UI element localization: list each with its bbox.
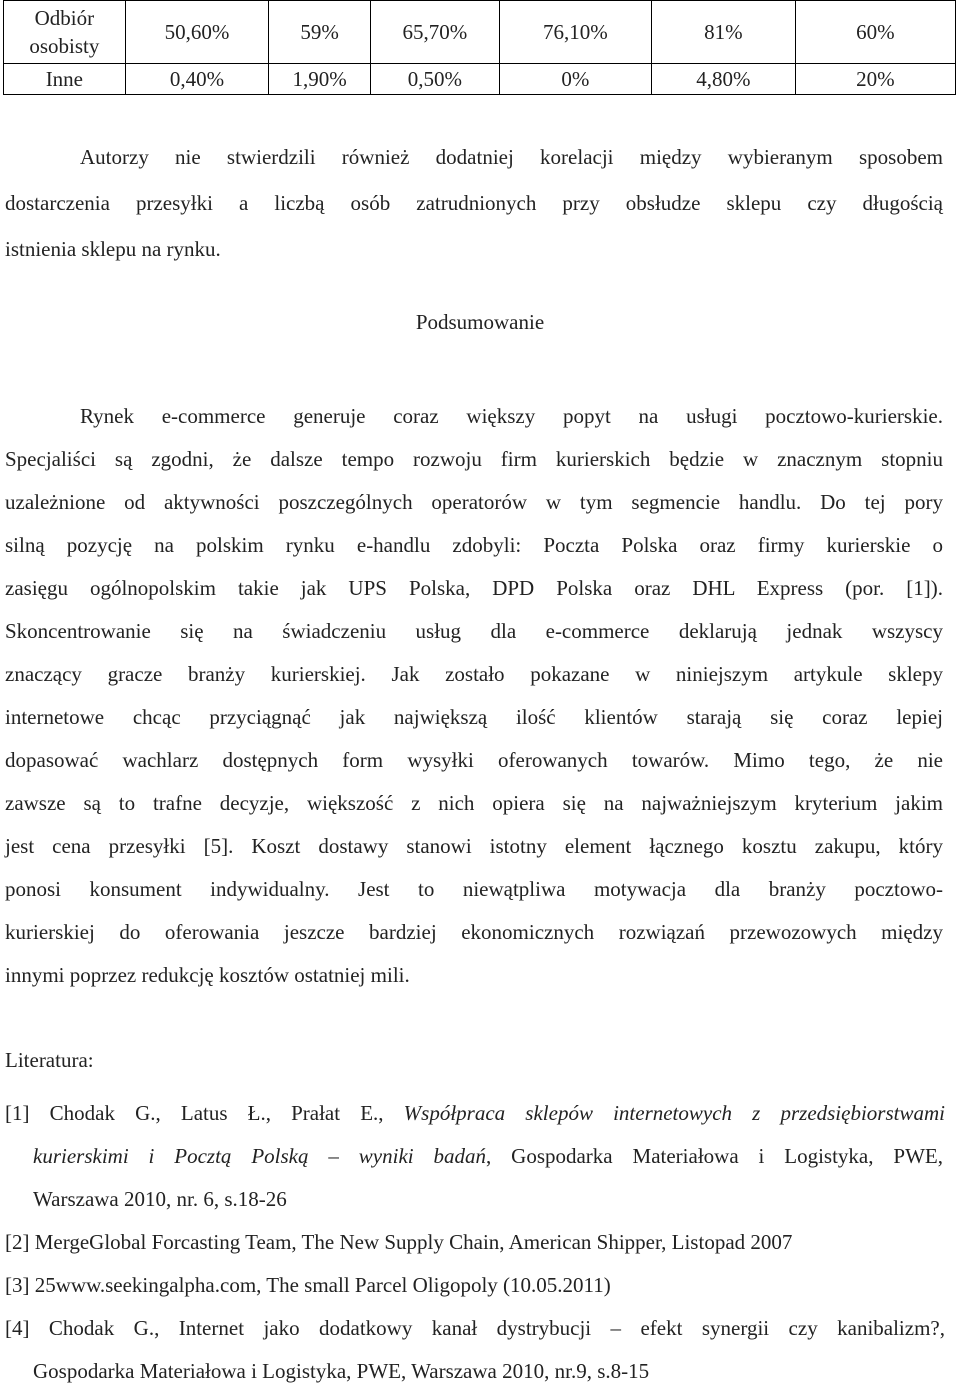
text-line: kurierskiej do oferowania jeszcze bardziej ekonomicznych rozwiązań przewozowych między (5, 920, 943, 944)
table-cell: 76,10% (499, 1, 652, 64)
text-line: internetowe chcąc przyciągnąć jak największą ilość klientów starają się coraz lepiej (5, 705, 943, 729)
section-heading: Podsumowanie (415, 310, 545, 334)
reference-authors: [1] Chodak G., Latus Ł., Prałat E., (5, 1101, 404, 1125)
delivery-methods-table (3, 0, 956, 95)
row-label-line: Odbiór (34, 6, 95, 30)
table-cell: 0,50% (371, 64, 500, 95)
table-cell: 60% (795, 1, 955, 64)
reference-item (5, 1264, 945, 1307)
paragraph-summary (5, 404, 943, 1006)
reference-line: [4] Chodak G., Internet jako dodatkowy kanał dystrybucji – efekt synergii czy kanibalizm?, (5, 1316, 945, 1340)
text-line: istnienia sklepu na rynku. (5, 237, 221, 261)
text-line: innymi poprzez redukcję kosztów ostatniej mili. (5, 963, 410, 987)
table-row-label: Inne (4, 64, 126, 95)
reference-line: Warszawa 2010, nr. 6, s.18-26 (33, 1187, 287, 1211)
table-cell: 81% (652, 1, 796, 64)
literature-heading: Literatura: (5, 1048, 94, 1072)
table-cell: 50,60% (125, 1, 269, 64)
text-line: uzależnione od aktywności poszczególnych operatorów w tym segmencie handlu. Do tej pory (5, 490, 943, 514)
text-line: dopasować wachlarz dostępnych form wysyłki oferowanych towarów. Mimo tego, że nie (5, 748, 943, 772)
text-line: zasięgu ogólnopolskim takie jak UPS Polska, DPD Polska oraz DHL Express (por. [1]). (5, 576, 943, 600)
table-cell: 4,80% (652, 64, 796, 95)
table-cell: 20% (795, 64, 955, 95)
text-line: Skoncentrowanie się na świadczeniu usług dla e-commerce deklarują jednak wszyscy (5, 619, 943, 643)
table-cell: 65,70% (371, 1, 500, 64)
text-line: jest cena przesyłki [5]. Koszt dostawy stanowi istotny element łącznego kosztu zakupu, który (5, 834, 943, 858)
paragraph-correlation (5, 145, 943, 283)
row-label-line: osobisty (29, 34, 100, 58)
reference-item (5, 1307, 945, 1393)
table-row-label (4, 1, 126, 64)
reference-line (5, 1135, 943, 1178)
text-line: znaczący gracze branży kurierskiej. Jak zostało pokazane w niniejszym artykule sklepy (5, 662, 943, 686)
reference-item (5, 1092, 945, 1221)
table-cell: 0% (499, 64, 652, 95)
text-line: Specjaliści są zgodni, że dalsze tempo rozwoju firm kurierskich będzie w znacznym stopniu (5, 447, 943, 471)
reference-line (5, 1092, 945, 1135)
reference-line: [3] 25www.seekingalpha.com, The small Parcel Oligopoly (10.05.2011) (5, 1273, 611, 1297)
text-line: dostarczenia przesyłki a liczbą osób zatrudnionych przy obsłudze sklepu czy długością (5, 191, 943, 215)
table-row (4, 1, 956, 64)
text-line: Autorzy nie stwierdzili również dodatniej korelacji między wybieranym sposobem (80, 145, 943, 169)
table-cell: 1,90% (269, 64, 371, 95)
reference-line: Gospodarka Materiałowa i Logistyka, PWE, Warszawa 2010, nr.9, s.8-15 (33, 1359, 650, 1383)
reference-item (5, 1221, 945, 1264)
reference-line: [2] MergeGlobal Forcasting Team, The New Supply Chain, American Shipper, Listopad 2007 (5, 1230, 793, 1254)
text-line: Rynek e-commerce generuje coraz większy popyt na usługi pocztowo-kurierskie. (80, 404, 943, 428)
reference-source: , Gospodarka Materiałowa i Logistyka, PWE, (486, 1144, 943, 1168)
table-row (4, 64, 956, 95)
text-line: zawsze są to trafne decyzje, większość z nich opiera się na najważniejszym kryterium jakim (5, 791, 943, 815)
table-cell: 0,40% (125, 64, 269, 95)
reference-list (5, 1092, 945, 1393)
text-line: silną pozycję na polskim rynku e-handlu zdobyli: Poczta Polska oraz firmy kurierskie o (5, 533, 943, 557)
text-line: ponosi konsument indywidualny. Jest to niewątpliwa motywacja dla branży pocztowo- (5, 877, 943, 901)
reference-title: Współpraca sklepów internetowych z przedsiębiorstwami (403, 1101, 945, 1125)
reference-title: kurierskimi i Pocztą Polską – wyniki badań (33, 1144, 486, 1168)
table-cell: 59% (269, 1, 371, 64)
